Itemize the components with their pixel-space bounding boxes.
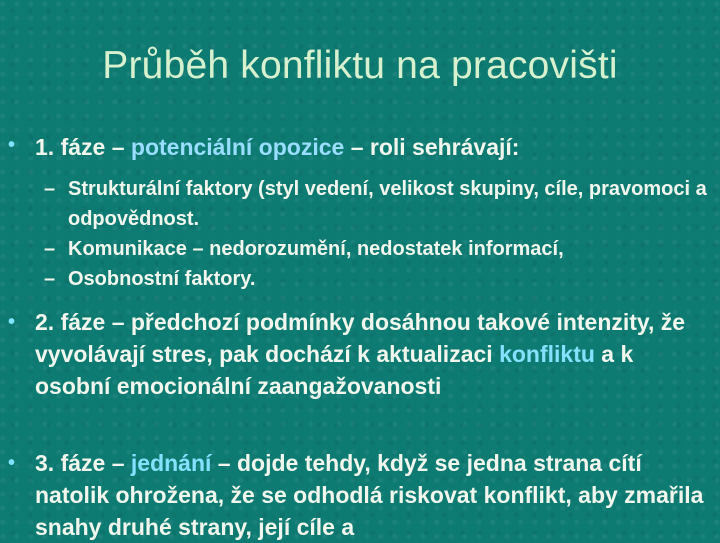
dash-icon: –	[44, 238, 56, 260]
bullet-text	[35, 447, 712, 543]
highlight-text: potenciální opozice	[130, 134, 345, 160]
subitem-text: Osobnostní faktory.	[68, 268, 256, 290]
text-post: a k osobní emocionální zaangažovanosti	[35, 341, 634, 399]
bullet-icon: •	[8, 134, 16, 156]
bullet-text	[35, 134, 712, 161]
subitem-text: Komunikace – nedorozumění, nedostatek informací,	[68, 238, 564, 260]
dash-icon: –	[44, 178, 56, 200]
subitem-text: Strukturální faktory (styl vedení, velikost skupiny, cíle, pravomoci a odpovědnost.	[68, 178, 707, 230]
subitem-structural	[44, 174, 710, 234]
text-post: – dojde tehdy, když se jedna strana cítí natolik ohrožena, že se odhodlá riskovat konflikt, aby zmařila snahy druhé strany, její cíle a	[35, 450, 704, 540]
bullet-phase-3	[8, 447, 712, 543]
dash-icon: –	[44, 268, 56, 290]
bullet-phase-2	[8, 306, 712, 402]
highlight-text: jednání	[130, 450, 212, 476]
subitem-communication	[44, 234, 710, 264]
slide-title: Průběh konfliktu na pracovišti	[102, 44, 618, 87]
text-pre: 1. fáze –	[35, 134, 131, 160]
text-pre: 2. fáze – předchozí podmínky dosáhnou takové intenzity, že vyvolávají stres, pak dochází k aktualizaci	[35, 309, 686, 367]
subitem-personality	[44, 264, 710, 294]
text-pre: 3. fáze –	[35, 450, 131, 476]
bullet-icon: •	[8, 311, 16, 333]
bullet-icon: •	[8, 452, 16, 474]
highlight-text: konfliktu	[499, 341, 595, 367]
text-post: – roli sehrávají:	[344, 134, 520, 160]
bullet-text	[35, 306, 712, 402]
bullet-phase-1	[8, 134, 712, 161]
